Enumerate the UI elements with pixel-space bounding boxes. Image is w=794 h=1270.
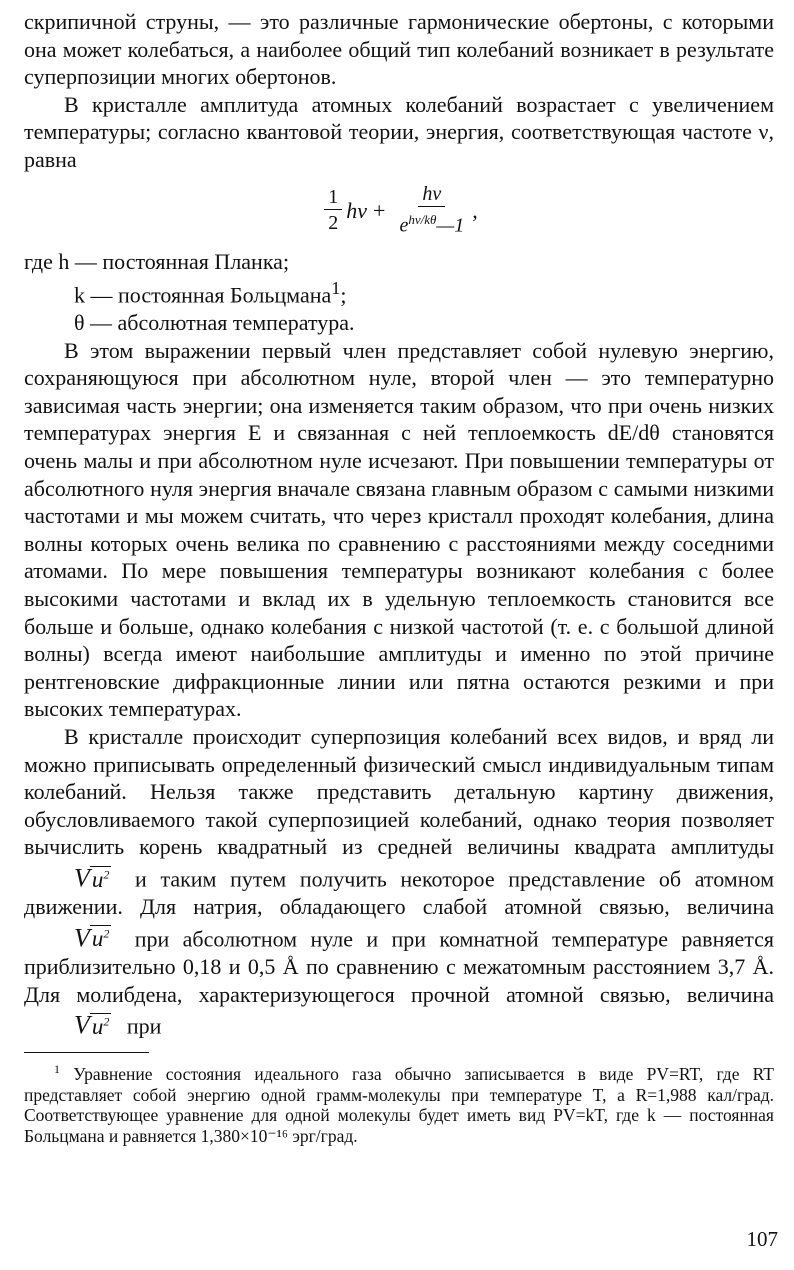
symbol-definitions — [24, 248, 774, 337]
thermal-fraction: $\frac{h\nu}{e^{h\nu/k\theta}—1}$ — [399, 183, 465, 237]
def-temperature: θ — абсолютная температура. — [74, 310, 355, 336]
page-number: 107 — [746, 1227, 778, 1251]
paragraph-continuation: скрипичной струны, — это различные гармонические обертоны, с которыми она может колебаться, а наиболее общий тип колебаний возникает в результате суперпозиции многих обертонов. — [24, 9, 774, 90]
energy-formula — [24, 178, 774, 244]
rms-amplitude-symbol: Vu$^2$ — [74, 863, 110, 893]
paragraph-amplitude: В кристалле амплитуда атомных колебаний возрастает с увеличением температуры; согласно квантовой теории, энергия, соответствующая частоте ν, равна — [24, 91, 774, 172]
def-boltzmann: k — постоянная Больцмана$^1$; — [74, 278, 347, 308]
formula-comma: , — [472, 197, 478, 223]
footnote-ref: 1 — [331, 278, 341, 299]
paragraph-superposition: В кристалле происходит суперпозиция колебаний всех видов, и вряд ли можно приписывать определенный физический смысл индивидуальным типам колебаний. Нельзя также представить детальную картину движения, обусловливаемого такой суперпозицией колебаний, однако теория позволяет вычислить корень квадратный из средней величины квадрата амплитуды Vu$^2$ и таким путем получить некоторое представление об атомном движении. Для натрия, обладающего слабой атомной связью, величина Vu$^2$ при абсолютном нуле и при комнатной температуре равняется приблизительно 0,18 и 0,5 Å по сравнению с межатомным расстоянием 3,7 Å. Для молибдена, характеризующегося прочной атомной связью, величина Vu$^2$ при — [24, 723, 774, 1040]
paragraph-energy: В этом выражении первый член представляет собой нулевую энергию, сохраняющуюся при абсолютном нуле, второй член — это температурно зависимая часть энергии; она изменяется таким образом, что при очень низких температурах энергия E и связанная с ней теплоемкость dE/dθ становятся очень малы и при абсолютном нуле исчезают. При повышении температуры от абсолютного нуля энергия вначале связана главным образом с самыми низкими частотами и мы можем считать, что через кристалл проходят колебания, длина волны которых очень велика по сравнению с расстояниями между соседними атомами. По мере повышения температуры возникают колебания с более высокими частотами и вклад их в удельную теплоемкость становится все больше и больше, однако колебания с низкой частотой (т. е. с большой длиной волны) всегда имеют наибольшие амплитуды и именно по этой причине рентгеновские дифракционные линии или пятна остаются резкими и при высоких температурах. — [24, 337, 774, 722]
half-fraction: $\frac{1}{2}$ — [324, 185, 342, 236]
formula-hv: hν — [346, 197, 368, 223]
def-planck: где h — постоянная Планка; — [24, 248, 290, 274]
rms-amplitude-symbol: Vu$^2$ — [74, 1010, 110, 1040]
footnote: $^1$ Уравнение состояния идеального газа обычно записывается в виде PV=RT, где RT представляет собой энергию одной грамм-молекулы при температуре T, а R=1,988 кал/град. Соответствующее уравнение для одной молекулы будет иметь вид PV=kT, где k — постоянная Больцмана и равняется 1,380×10⁻¹⁶ эрг/град. — [24, 1062, 774, 1146]
rms-amplitude-symbol: Vu$^2$ — [74, 923, 110, 953]
footnote-divider — [24, 1052, 149, 1053]
page-content — [24, 8, 774, 1146]
footnote-mark: 1 — [54, 1062, 60, 1077]
formula-plus: + — [373, 197, 386, 223]
